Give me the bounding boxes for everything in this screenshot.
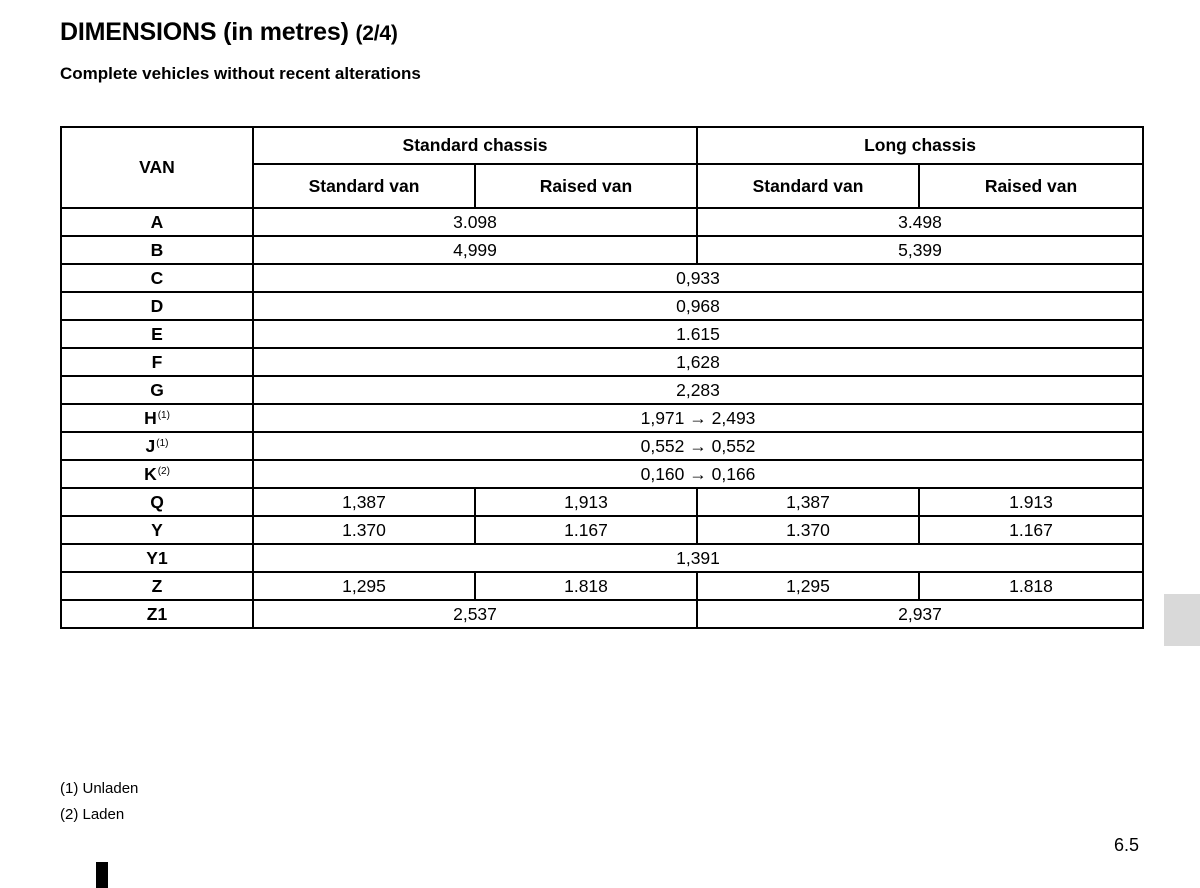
table-cell: 1,387 — [697, 488, 919, 516]
table-cell: 1,295 — [253, 572, 475, 600]
row-label-text: G — [150, 379, 164, 400]
table-cell: 2,283 — [253, 376, 1143, 404]
row-label — [61, 292, 253, 320]
row-label — [61, 488, 253, 516]
table-row — [61, 544, 1143, 572]
table-cell: 1,971 → 2,493 — [253, 404, 1143, 432]
table-cell: 5,399 — [697, 236, 1143, 264]
table-cell: 0,552 → 0,552 — [253, 432, 1143, 460]
row-label — [61, 404, 253, 432]
footnote-reference: (1) — [157, 409, 170, 421]
page-number: 6.5 — [1113, 835, 1139, 855]
table-cell: 1.818 — [475, 572, 697, 600]
table-cell: 1.167 — [919, 516, 1143, 544]
row-label — [61, 544, 253, 572]
row-label — [61, 264, 253, 292]
table-cell: 1.615 — [253, 320, 1143, 348]
table-cell: 2,537 — [253, 600, 697, 628]
title-text: DIMENSIONS (in metres) — [60, 18, 349, 46]
row-label-text: F — [151, 351, 163, 372]
row-label-text: E — [151, 323, 163, 344]
table-cell: 1,913 — [475, 488, 697, 516]
table-cell: 0,160 → 0,166 — [253, 460, 1143, 488]
group-header-standard-chassis: Standard chassis — [253, 127, 697, 164]
footnote-reference: (2) — [157, 465, 170, 477]
row-label — [61, 600, 253, 628]
table-row — [61, 488, 1143, 516]
row-label-text: Y — [151, 519, 163, 540]
page-subtitle: Complete vehicles without recent alterations — [60, 64, 421, 83]
table-row — [61, 516, 1143, 544]
footnotes — [60, 776, 138, 828]
table-cell: 2,937 — [697, 600, 1143, 628]
table-row — [61, 432, 1143, 460]
row-label-text: A — [150, 211, 164, 232]
table-cell: 1.370 — [697, 516, 919, 544]
table-row — [61, 264, 1143, 292]
footnote-reference: (1) — [156, 437, 169, 449]
table-cell: 0,933 — [253, 264, 1143, 292]
table-cell: 1,387 — [253, 488, 475, 516]
row-label — [61, 320, 253, 348]
column-header-raised-van: Raised van — [919, 164, 1143, 208]
table-row — [61, 404, 1143, 432]
table-cell: 4,999 — [253, 236, 697, 264]
table-cell: 1,295 — [697, 572, 919, 600]
table-row — [61, 236, 1143, 264]
row-label — [61, 572, 253, 600]
section-tab-marker — [1164, 594, 1200, 646]
row-label-text: K — [144, 463, 157, 484]
row-label-text: J — [145, 435, 156, 456]
table-row — [61, 348, 1143, 376]
row-label-text: D — [150, 295, 164, 316]
page-title — [60, 18, 398, 47]
table-row — [61, 320, 1143, 348]
table-cell: 1.167 — [475, 516, 697, 544]
table-row — [61, 600, 1143, 628]
table-row — [61, 572, 1143, 600]
column-header-raised-van: Raised van — [475, 164, 697, 208]
corner-header: VAN — [61, 127, 253, 208]
page-of-indicator: (2/4) — [355, 22, 398, 45]
column-header-standard-van: Standard van — [697, 164, 919, 208]
table-cell: 3.498 — [697, 208, 1143, 236]
row-label — [61, 208, 253, 236]
column-header-standard-van: Standard van — [253, 164, 475, 208]
row-label — [61, 376, 253, 404]
row-label-text: Z1 — [146, 603, 168, 624]
print-edge-mark — [96, 862, 108, 888]
row-label-text: B — [150, 239, 164, 260]
table-cell: 1.818 — [919, 572, 1143, 600]
dimensions-table — [60, 126, 1144, 629]
row-label — [61, 516, 253, 544]
table-cell: 1.370 — [253, 516, 475, 544]
table-body — [61, 208, 1143, 628]
table-cell: 1.913 — [919, 488, 1143, 516]
footnote-unladen: (1) Unladen — [60, 780, 139, 797]
row-label — [61, 460, 253, 488]
table-cell: 3.098 — [253, 208, 697, 236]
group-header-long-chassis: Long chassis — [697, 127, 1143, 164]
row-label — [61, 348, 253, 376]
table-cell: 0,968 — [253, 292, 1143, 320]
row-label — [61, 432, 253, 460]
table-row — [61, 292, 1143, 320]
table-row — [61, 460, 1143, 488]
row-label-text: Y1 — [146, 547, 168, 568]
table-row — [61, 208, 1143, 236]
header-row-groups — [61, 127, 1143, 164]
table-row — [61, 376, 1143, 404]
footnote-laden: (2) Laden — [60, 806, 125, 823]
row-label-text: C — [150, 267, 164, 288]
table-cell: 1,628 — [253, 348, 1143, 376]
row-label-text: H — [144, 407, 157, 428]
row-label — [61, 236, 253, 264]
row-label-text: Z — [151, 575, 163, 596]
table-cell: 1,391 — [253, 544, 1143, 572]
row-label-text: Q — [150, 491, 164, 512]
